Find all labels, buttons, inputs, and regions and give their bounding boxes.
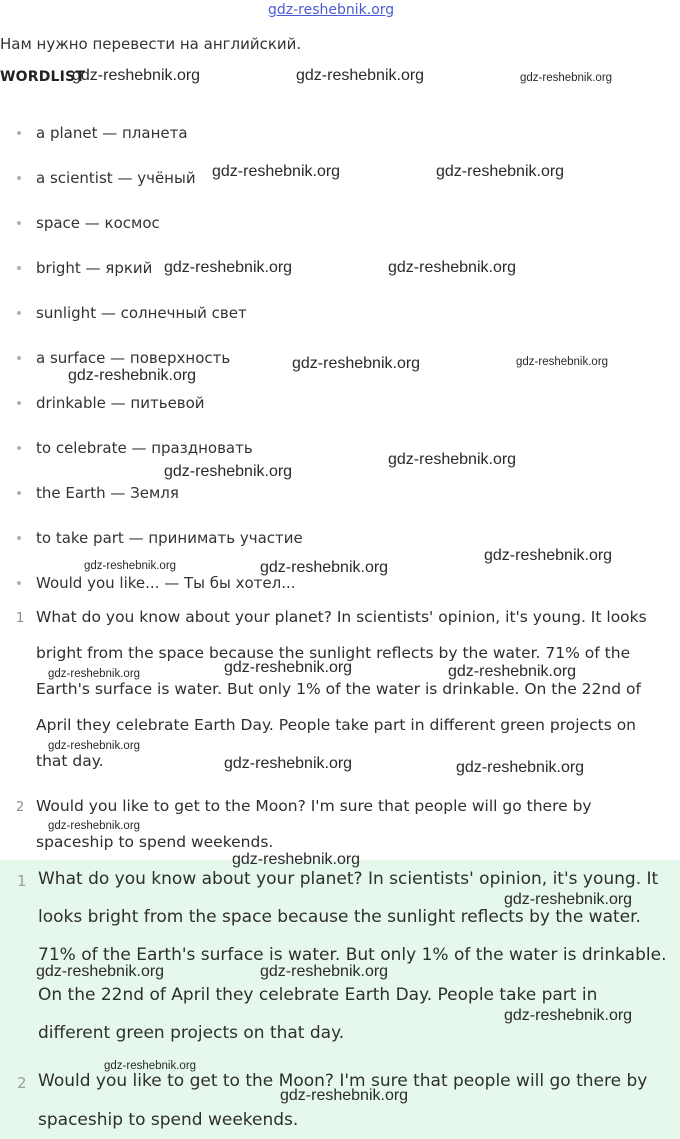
bullet-icon bbox=[17, 176, 21, 180]
watermark: gdz-reshebnik.org bbox=[516, 356, 609, 368]
wordlist-entry: to take part — принимать участие bbox=[36, 529, 303, 547]
watermark: gdz-reshebnik.org bbox=[296, 67, 425, 84]
bullet-icon bbox=[17, 131, 21, 135]
watermark: gdz-reshebnik.org bbox=[280, 1087, 409, 1104]
wordlist-entry: a surface — поверхность bbox=[36, 349, 231, 367]
bullet-icon bbox=[17, 311, 21, 315]
wordlist-entry: sunlight — солнечный свет bbox=[36, 304, 247, 322]
site-link[interactable]: gdz-reshebnik.org bbox=[268, 2, 395, 18]
answer-line: What do you know about your planet? In scientists' opinion, it's young. It bbox=[38, 869, 659, 889]
watermark: gdz-reshebnik.org bbox=[224, 755, 353, 772]
watermark: gdz-reshebnik.org bbox=[504, 1007, 633, 1024]
watermark: gdz-reshebnik.org bbox=[232, 851, 361, 868]
answer-number: 1 bbox=[17, 872, 27, 890]
watermark: gdz-reshebnik.org bbox=[292, 355, 421, 372]
bullet-icon bbox=[17, 356, 21, 360]
wordlist-entry: Would you like... — Ты бы хотел... bbox=[36, 574, 296, 592]
watermark: gdz-reshebnik.org bbox=[388, 259, 517, 276]
watermark: gdz-reshebnik.org bbox=[484, 547, 613, 564]
watermark: gdz-reshebnik.org bbox=[36, 963, 165, 980]
wordlist-entry: bright — яркий bbox=[36, 259, 153, 277]
bullet-icon bbox=[17, 221, 21, 225]
watermark: gdz-reshebnik.org bbox=[520, 72, 613, 84]
paragraph-line: that day. bbox=[36, 752, 104, 770]
watermark: gdz-reshebnik.org bbox=[224, 659, 353, 676]
paragraph-line: Would you like to get to the Moon? I'm sure that people will go there by bbox=[36, 797, 592, 815]
paragraph-line: bright from the space because the sunlight reflects by the water. 71% of the bbox=[36, 644, 631, 662]
watermark: gdz-reshebnik.org bbox=[164, 259, 293, 276]
watermark: gdz-reshebnik.org bbox=[260, 559, 389, 576]
watermark: gdz-reshebnik.org bbox=[504, 891, 633, 908]
wordlist-entry: the Earth — Земля bbox=[36, 484, 179, 502]
watermark: gdz-reshebnik.org bbox=[104, 1060, 197, 1072]
answer-line: 71% of the Earth's surface is water. But only 1% of the water is drinkable. bbox=[38, 945, 667, 965]
wordlist-entry: space — космос bbox=[36, 214, 160, 232]
paragraph-line: spaceship to spend weekends. bbox=[36, 833, 274, 851]
watermark: gdz-reshebnik.org bbox=[260, 963, 389, 980]
bullet-icon bbox=[17, 446, 21, 450]
answer-line: looks bright from the space because the sunlight reflects by the water. bbox=[38, 907, 641, 927]
watermark: gdz-reshebnik.org bbox=[68, 367, 197, 384]
watermark: gdz-reshebnik.org bbox=[212, 163, 341, 180]
watermark: gdz-reshebnik.org bbox=[84, 560, 177, 572]
watermark: gdz-reshebnik.org bbox=[48, 668, 141, 680]
paragraph-number: 2 bbox=[16, 800, 25, 815]
answer-line: Would you like to get to the Moon? I'm sure that people will go there by bbox=[38, 1071, 648, 1091]
bullet-icon bbox=[17, 536, 21, 540]
watermark: gdz-reshebnik.org bbox=[388, 451, 517, 468]
wordlist-entry: a planet — планета bbox=[36, 124, 188, 142]
paragraph-line: What do you know about your planet? In scientists' opinion, it's young. It looks bbox=[36, 608, 647, 626]
bullet-icon bbox=[17, 491, 21, 495]
watermark: gdz-reshebnik.org bbox=[48, 740, 141, 752]
answer-line: On the 22nd of April they celebrate Earth Day. People take part in bbox=[38, 985, 598, 1005]
answer-line: spaceship to spend weekends. bbox=[38, 1110, 299, 1130]
intro-text: Нам нужно перевести на английский. bbox=[0, 35, 302, 53]
bullet-icon bbox=[17, 401, 21, 405]
bullet-icon bbox=[17, 581, 21, 585]
answer-number: 2 bbox=[17, 1074, 27, 1092]
watermark: gdz-reshebnik.org bbox=[436, 163, 565, 180]
paragraph-line: Earth's surface is water. But only 1% of the water is drinkable. On the 22nd of bbox=[36, 680, 641, 698]
watermark: gdz-reshebnik.org bbox=[48, 820, 141, 832]
paragraph-number: 1 bbox=[16, 611, 25, 626]
watermark: gdz-reshebnik.org bbox=[448, 663, 577, 680]
watermark: gdz-reshebnik.org bbox=[72, 67, 201, 84]
paragraph-line: April they celebrate Earth Day. People take part in different green projects on bbox=[36, 716, 636, 734]
watermark: gdz-reshebnik.org bbox=[456, 759, 585, 776]
wordlist-entry: a scientist — учёный bbox=[36, 169, 196, 187]
watermark: gdz-reshebnik.org bbox=[164, 463, 293, 480]
answer-line: different green projects on that day. bbox=[38, 1023, 345, 1043]
wordlist-entry: drinkable — питьевой bbox=[36, 394, 205, 412]
wordlist-entry: to celebrate — праздновать bbox=[36, 439, 253, 457]
wordlist-title: WORDLIST bbox=[0, 69, 86, 85]
bullet-icon bbox=[17, 266, 21, 270]
